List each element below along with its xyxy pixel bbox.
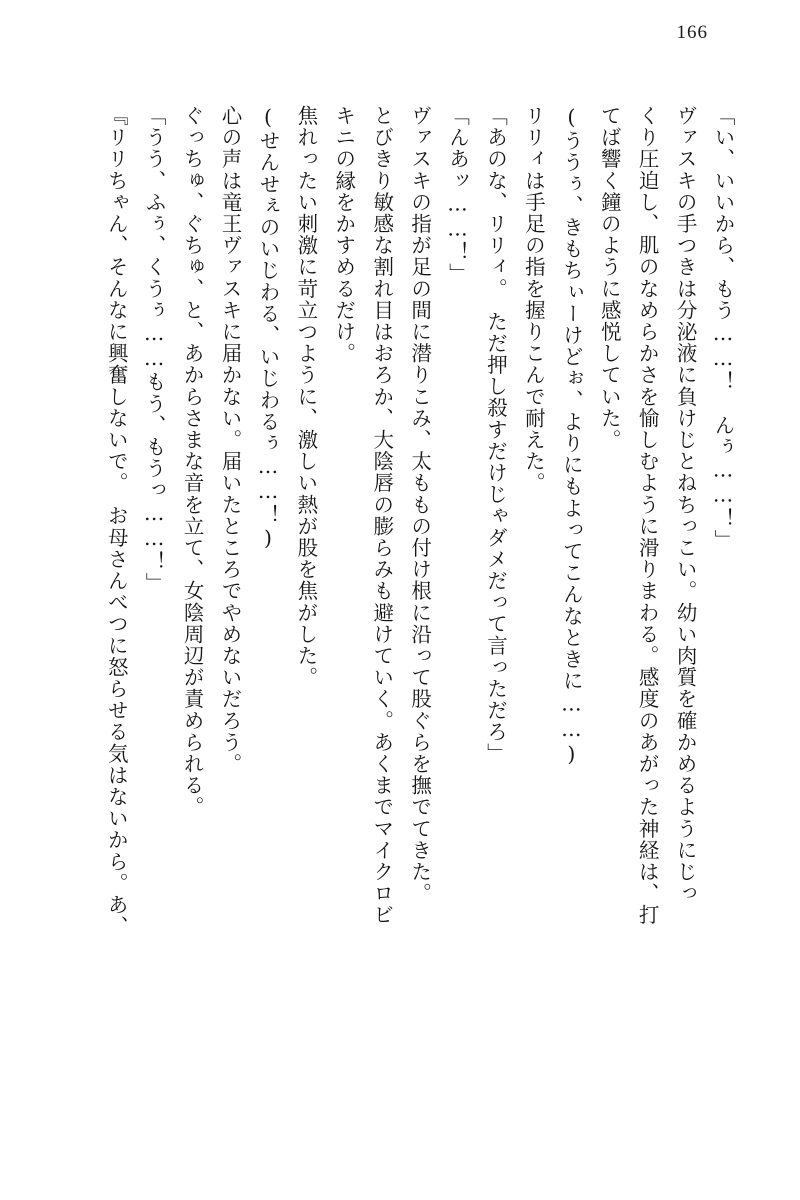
text-line: (ううぅ、きもちぃーけどぉ、よりにもよってこんなときに……) (559, 105, 584, 767)
page-number: 166 (676, 22, 708, 43)
text-line: 『リリちゃん、そんなに興奮しないで。 お母さんべつに怒らせる気はないから。あ、 (104, 105, 129, 938)
text-line: とびきり敏感な割れ目はおろか、大陰唇の膨らみも避けていく。あくまでマイクロビ (369, 105, 394, 926)
text-line: 「んあッ……！」 (445, 105, 470, 285)
text-line: 焦れったい刺激に苛立つように、激しい熱が股を焦がした。 (293, 105, 318, 689)
text-line: 「うう、ふぅ、くうぅ……もう、もうっ……！」 (142, 105, 167, 595)
text-line: てば響く鐘のように感悦していた。 (597, 105, 622, 451)
text-line: ヴァスキの手つきは分泌液に負けじとねちっこい。幼い肉質を確かめるようにじっ (673, 105, 698, 905)
text-line: リリィは手足の指を握りこんで耐えた。 (521, 105, 546, 494)
text-line: 心の声は竜王ヴァスキに届かない。届いたところでやめないだろう。 (218, 105, 243, 775)
text-line: ヴァスキの指が足の間に潜りこみ、太ももの付け根に沿って股ぐらを撫でてきた。 (407, 105, 432, 905)
text-line: くり圧迫し、肌のなめらかさを愉しむように滑りまわる。感度のあがった神経は、打 (635, 105, 660, 926)
text-line: (せんせぇのいじわる、いじわるぅ……！) (255, 105, 280, 551)
text-line: 「い、いいから、もう……！ んぅ……！」 (711, 105, 735, 551)
text-line: 「あのな、リリィ。 ただ押し殺すだけじゃダメだって言っただろ」 (483, 105, 508, 765)
vertical-text-body (48, 95, 740, 1155)
text-line: キニの縁をかすめるだけ。 (331, 105, 356, 365)
text-line: ぐっちゅ、ぐちゅ、と、あからさまな音を立て、女陰周辺が責められる。 (180, 105, 205, 818)
